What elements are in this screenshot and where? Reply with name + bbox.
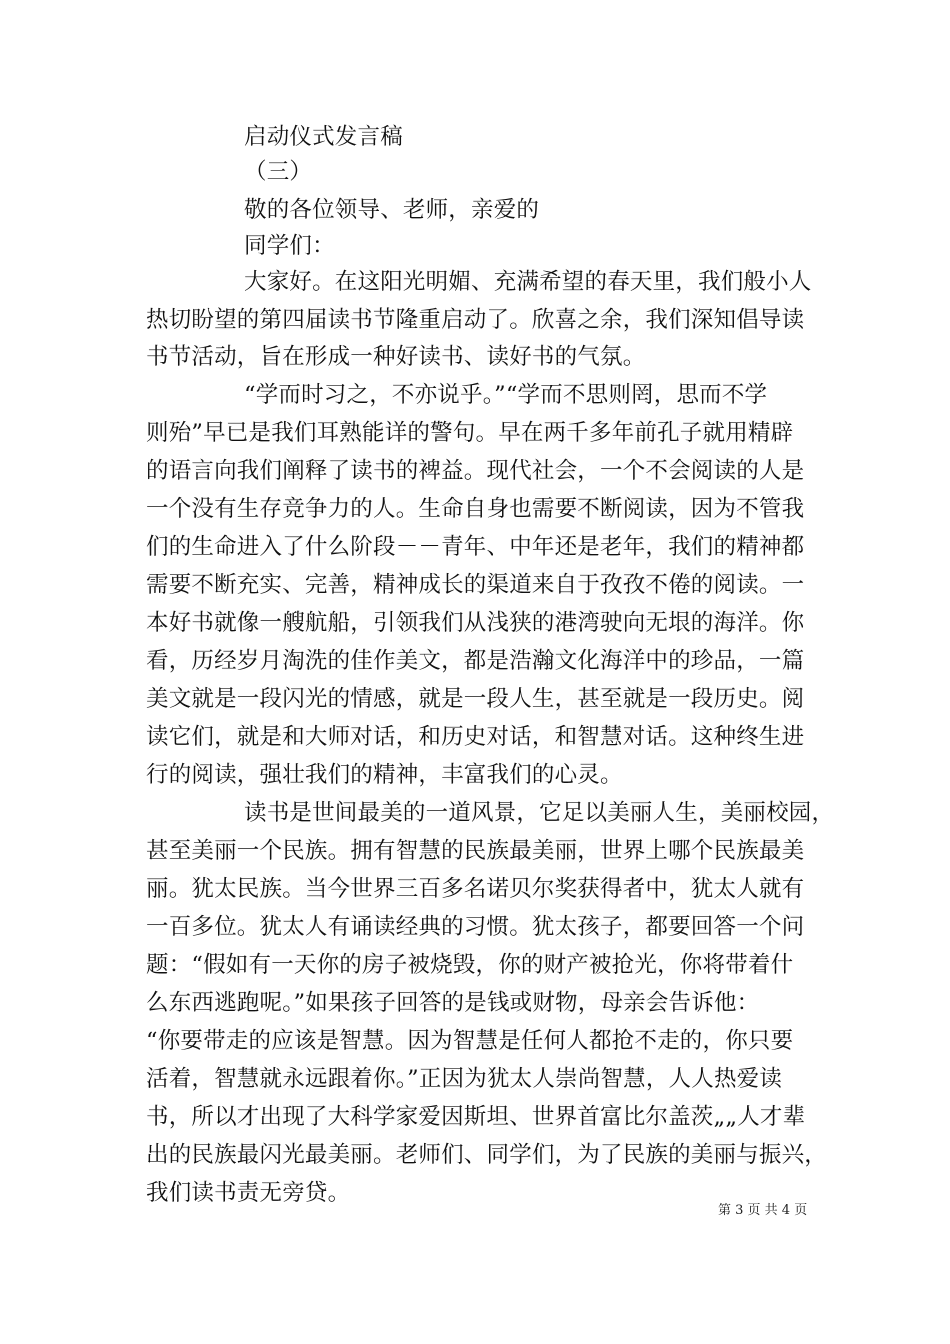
- paragraph-2-line: 则殆”早已是我们耳熟能详的警句。早在两千多年前孔子就用精辟: [146, 420, 794, 446]
- paragraph-1-line: 书节活动，旨在形成一种好读书、读好书的气氛。: [146, 344, 646, 370]
- section-number: （三）: [244, 159, 313, 185]
- page-number-footer: 第 3 页 共 4 页: [718, 1203, 808, 1218]
- paragraph-2-line: 需要不断充实、完善，精神成长的渠道来自于孜孜不倦的阅读。一: [146, 572, 805, 598]
- paragraph-3-line: 出的民族最闪光最美丽。老师们、同学们，为了民族的美丽与振兴，: [146, 1142, 828, 1168]
- paragraph-2-line: 本好书就像一艘航船，引领我们从浅狭的港湾驶向无垠的海洋。你: [146, 610, 805, 636]
- paragraph-3-line: 书，所以才出现了大科学家爱因斯坦、世界首富比尔盖茨„„人才辈: [146, 1104, 806, 1130]
- paragraph-3-line: 么东西逃跑呢。”如果孩子回答的是钱或财物，母亲会告诉他：: [146, 990, 760, 1016]
- paragraph-2-line: 美文就是一段闪光的情感，就是一段人生，甚至就是一段历史。阅: [146, 686, 805, 712]
- paragraph-3-line: 题：“假如有一天你的房子被烧毁，你的财产被抢光，你将带着什: [146, 952, 794, 978]
- paragraph-3-line: 丽。犹太民族。当今世界三百多名诺贝尔奖获得者中，犹太人就有: [146, 876, 805, 902]
- paragraph-3-line: “你要带走的应该是智慧。因为智慧是任何人都抢不走的，你只要: [146, 1028, 794, 1054]
- paragraph-2-line: 行的阅读，强壮我们的精神，丰富我们的心灵。: [146, 762, 623, 788]
- salutation-line-1: 敬的各位领导、老师，亲爱的: [244, 197, 540, 223]
- paragraph-1-line: 大家好。在这阳光明媚、充满希望的春天里，我们般小人: [244, 269, 812, 295]
- paragraph-1-line: 热切盼望的第四届读书节隆重启动了。欣喜之余，我们深知倡导读: [146, 307, 805, 333]
- paragraph-2-line: 看，历经岁月淘洗的佳作美文，都是浩瀚文化海洋中的珍品，一篇: [146, 648, 805, 674]
- paragraph-2-line: 们的生命进入了什么阶段－－青年、中年还是老年，我们的精神都: [146, 534, 805, 560]
- document-title: 启动仪式发言稿: [244, 124, 403, 150]
- paragraph-3-line: 活着，智慧就永远跟着你。”正因为犹太人崇尚智慧，人人热爱读: [146, 1066, 783, 1092]
- paragraph-3-line: 我们读书责无旁贷。: [146, 1180, 351, 1206]
- paragraph-2-line: 的语言向我们阐释了读书的裨益。现代社会，一个不会阅读的人是: [146, 458, 805, 484]
- paragraph-2-line: 一个没有生存竞争力的人。生命自身也需要不断阅读，因为不管我: [146, 496, 805, 522]
- salutation-line-2: 同学们：: [244, 233, 335, 259]
- paragraph-2-line: 读它们，就是和大师对话，和历史对话，和智慧对话。这种终生进: [146, 724, 805, 750]
- paragraph-2-line: “学而时习之，不亦说乎。”“学而不思则罔，思而不学: [244, 382, 768, 408]
- paragraph-3-line: 一百多位。犹太人有诵读经典的习惯。犹太孩子，都要回答一个问: [146, 914, 805, 940]
- paragraph-3-line: 甚至美丽一个民族。拥有智慧的民族最美丽，世界上哪个民族最美: [146, 838, 805, 864]
- paragraph-3-line: 读书是世间最美的一道风景，它足以美丽人生，美丽校园，: [244, 800, 835, 826]
